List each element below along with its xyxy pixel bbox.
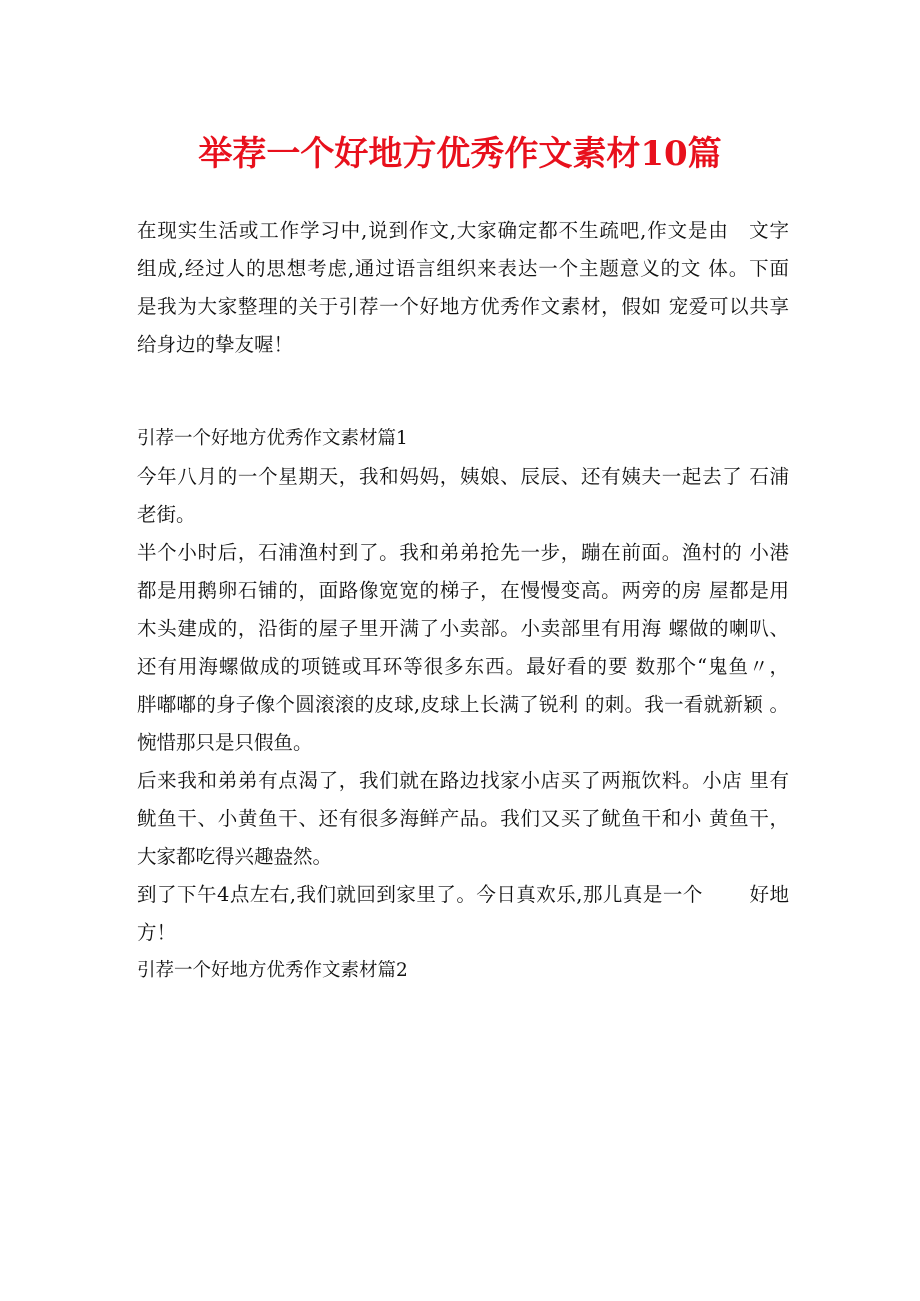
paragraph-4 [137, 876, 789, 952]
paragraph-2 [137, 534, 789, 762]
text-line: 给身边的挚友喔！ [137, 333, 294, 356]
paragraph-1 [137, 458, 789, 534]
text-line: 今年八月的一个星期天，我和妈妈，姨娘、辰辰、还有姨夫一起去了 石浦 [137, 465, 789, 488]
text-line: 还有用海螺做成的项链或耳环等很多东西。最好看的要 数那个“鬼鱼〃， [137, 655, 789, 678]
paragraph-3 [137, 762, 789, 876]
document-body [137, 212, 789, 990]
text-line: 是我为大家整理的关于引荐一个好地方优秀作文素材，假如 宠爱可以共享 [137, 295, 789, 318]
text-line: 大家都吃得兴趣盎然。 [137, 845, 333, 868]
text-line: 木头建成的，沿街的屋子里开满了小卖部。小卖部里有用海 螺做的喇叭、 [137, 617, 789, 640]
text-line: 半个小时后，石浦渔村到了。我和弟弟抢先一步，蹦在前面。渔村的 小港 [137, 541, 789, 564]
document-title: 举荐一个好地方优秀作文素材10篇 [198, 134, 722, 174]
text-line: 组成,经过人的思想考虑,通过语言组织来表达一个主题意义的文 体。下面 [137, 257, 789, 280]
text-line: 老街。 [137, 503, 196, 526]
text-line: 都是用鹅卵石铺的，面路像宽宽的梯子，在慢慢变高。两旁的房 屋都是用 [137, 579, 789, 602]
text-line: 胖嘟嘟的身子像个圆滚滚的皮球,皮球上长满了锐利 的刺。我一看就新颖 。 [137, 693, 789, 716]
text-line: 到了下午4点左右,我们就回到家里了。今日真欢乐,那儿真是一个 好地 [137, 883, 789, 906]
text-line: 惋惜那只是只假鱼。 [137, 731, 313, 754]
text-line: 方！ [137, 921, 177, 944]
text-line: 后来我和弟弟有点渴了，我们就在路边找家小店买了两瓶饮料。小店 里有 [137, 769, 789, 792]
text-line: 在现实生活或工作学习中,说到作文,大家确定都不生疏吧,作文是由 文字 [137, 219, 789, 242]
section-heading-2: 引荐一个好地方优秀作文素材篇2 [137, 960, 408, 981]
section-spacer [137, 364, 789, 420]
intro-paragraph [137, 212, 789, 364]
text-line: 鱿鱼干、小黄鱼干、还有很多海鲜产品。我们又买了鱿鱼干和小 黄鱼干， [137, 807, 789, 830]
section-heading-1: 引荐一个好地方优秀作文素材篇1 [137, 428, 408, 449]
